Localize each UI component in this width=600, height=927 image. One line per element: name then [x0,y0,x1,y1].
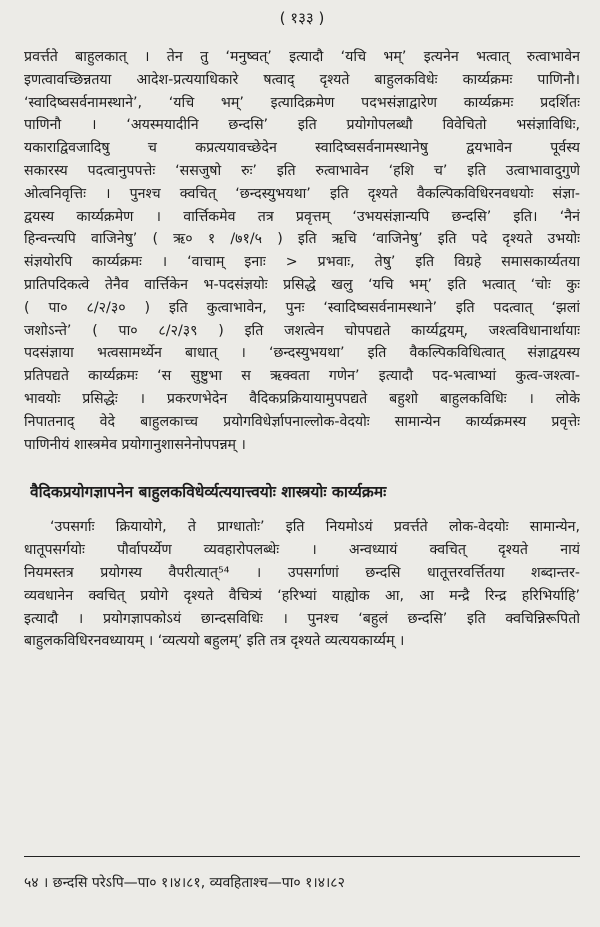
text-line: निपातनाद् वेदे बाहुलकाच्च प्रयोगविधेर्ज्ञापनाल्लोक-वेदयोः सामान्येन कार्य्यक्रमस्य प्रवृत्तेः [24,413,580,430]
text-line: प्रातिपदिकत्वे तेनैव वार्त्तिकेन भ-पदसंज्ञयोः प्रसिद्धे खलु ‘यचि भम्’ इति भत्वात् ‘चोः कुः [24,276,580,293]
text-line: ‘उपसर्गाः क्रियायोगे, ते प्राग्धातोः’ इति नियमोऽयं प्रवर्त्तते लोक-वेदयोः सामान्येन, [50,519,580,536]
paragraph-2 [24,516,580,653]
text-line: ‘स्वादिष्वसर्वनामस्थाने’, ‘यचि भम्’ इत्यादिक्रमेण पदभसंज्ञाद्वारेण कार्य्यक्रमः प्रदर्शितः [24,94,580,111]
text-line: प्रवर्त्तते बाहुलकात् । तेन तु ‘मनुष्वत्’ इत्यादौ ‘यचि भम्’ इत्यनेन भत्वात् रुत्वाभावेन [24,49,580,65]
text-line: ओत्वनिवृत्तिः । पुनश्च क्वचित् ‘छन्दस्युभयथा’ इति दृश्यते वैकल्पिकविधिरनवधयोः संज्ञा- [24,185,580,202]
text-line: संज्ञयोरपि कार्य्यक्रमः । ‘वाचाम् इनाः > प्रभवाः, तेषु’ इति विग्रहे समासकार्य्यतया [24,254,580,271]
section-heading: वैदिकप्रयोगज्ञापनेन बाहुलकविधेर्व्यत्ययात्त्वयोः शास्त्रयोः कार्य्यक्रमः [30,483,387,502]
text-line: पाणिनौ । ‘अयस्मयादीनि छन्दसि’ इति प्रयोगोपलब्धौ विवेचितो भसंज्ञाविधिः, [24,117,580,134]
text-line: पदसंज्ञाया भत्वसामर्थ्येन बाधात् । ‘छन्दस्युभयथा’ इति वैकल्पिकविधित्वात् संज्ञाद्वयस्य [24,345,580,362]
text-line: सकारस्य पदत्वानुपपत्तेः ‘ससजुषो रुः’ इति रुत्वाभावेन ‘हशि च’ इति उत्वाभावादुगुणे [24,162,580,179]
paragraph-1 [24,46,580,456]
section-gap [24,456,580,480]
text-line: ( पा० ८/२/३० ) इति कुत्वाभावेन, पुनः ‘स्वादिष्वसर्वनामस्थाने’ इति पदत्वात् ‘झलां [24,299,580,316]
text-line: जशोऽन्ते’ ( पा० ८/२/३९ ) इति जशत्वेन चोपपद्यते कार्य्यद्वयम्, जश्त्वविधानार्थायाः [24,322,580,339]
text-line: यकाराद्विवजादिषु च कप्रत्ययावच्छेदेन स्वादिष्वसर्वनामस्थानेषु द्वयभावेन पूर्वस्य [24,140,580,157]
text-line: हिन्वन्त्यपि वाजिनेषु’ ( ऋ० १ /७१/५ ) इति ऋचि ‘वाजिनेषु’ इति पदे दृश्यते उभयोः [24,231,580,248]
page-number: ( १३३ ) [279,9,325,27]
text-line: व्यवधानेन क्वचित् प्रयोगे दृश्यते वैचित्र्यं ‘हरिभ्यां याह्योक आ, आ मन्द्रै रिन्द्र हरिभिर्याहि’ [24,587,580,604]
text-line: पाणिनीयं शास्त्रमेव प्रयोगानुशासनेनोपपन्नम् । [24,436,246,453]
text-line: इणत्वावच्छिन्नतया आदेश-प्रत्ययाधिकारे षत्वाद् दृश्यते बाहुलकविधेः कार्य्यक्रमः पाणिनौ। [24,71,580,88]
text-line: प्रतिपद्यते कार्य्यक्रमः ‘स सुष्टुभा स ऋक्वता गणेन’ इत्यादौ पद-भत्वाभ्यां कुत्व-जश्त्वा- [24,368,580,385]
text-line: भावयोः प्रसिद्धेः । प्रकरणभेदेन वैदिकप्रक्रियायामुपपद्यते बहुशो बाहुलकविधिः । लोके [24,390,580,407]
text-line: बाहुलकविधिरनवध्यायम् । ‘व्यत्ययो बहुलम्’ इति तत्र दृश्यते व्यत्ययकार्य्यम् । [24,633,405,650]
text-line: धातूपसर्गयोः पौर्वापर्य्येण व्यवहारोपलब्धेः । अन्वध्यायं क्वचित् दृश्यते नायं [24,542,580,559]
text-line: द्वयस्य कार्य्यक्रमेण । वार्त्तिकमेव तत्र प्रवृत्तम् ‘उभयसंज्ञान्यपि छन्दसि’ इति। ‘नैनं [24,208,580,225]
text-line: नियमस्तत्र प्रयोगस्य वैपरीत्यात्⁵⁴ । उपसर्गाणां छन्दसि धातूत्तरवर्त्तितया शब्दान्तर- [24,564,580,581]
footnote: ५४ । छन्दसि परेऽपि—पा० १।४।८१, व्यवहिताश्च—पा० १।४।८२ [24,875,345,891]
text-line: इत्यादौ । प्रयोगज्ञापकोऽयं छान्दसविधिः । पुनश्च ‘बहुलं छन्दसि’ इति क्वचिन्निरूपितो [24,610,580,627]
footnote-divider [24,856,580,857]
